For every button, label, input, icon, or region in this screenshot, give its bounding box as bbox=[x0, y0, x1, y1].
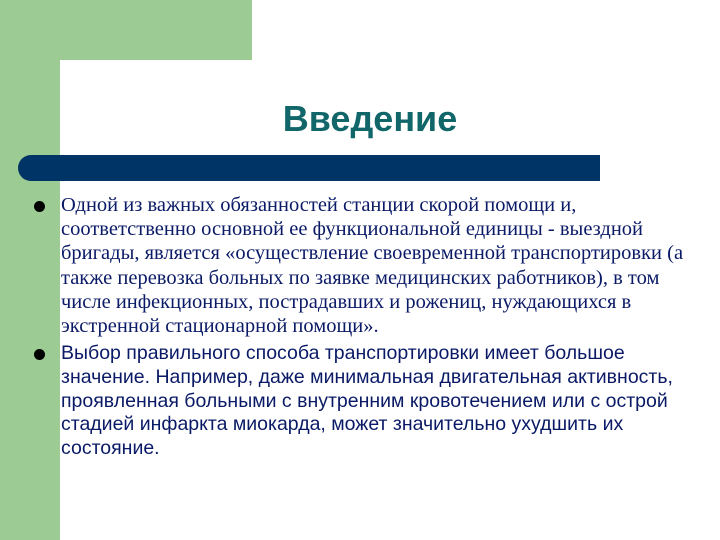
bullet-text: Выбор правильного способа транспортировки имеет большое значение. Например, даже минимальная двигательная активность, проявленная больными с внутренним кровотечением или с острой стадией инфаркта миокарда, может значительно ухудшить их состояние. bbox=[61, 342, 673, 460]
title-divider-bar bbox=[18, 155, 600, 181]
bullet-list bbox=[0, 193, 720, 461]
bullet-text: Одной из важных обязанностей станции скорой помощи и, соответственно основной ее функциональной единицы - выездной бригады, является «осуществление своевременной транспортировки (а также перевозка больных по заявке медицинских работников), в том числе инфекционных, пострадавших и рожениц, нуждающихся в экстренной стационарной помощи». bbox=[61, 194, 684, 338]
bullet-dot-icon bbox=[34, 349, 45, 360]
top-accent-block bbox=[0, 0, 252, 60]
slide-title: Введение bbox=[282, 98, 458, 139]
bullet-item-1 bbox=[0, 193, 720, 338]
bullet-dot-icon bbox=[34, 201, 45, 212]
bullet-item-2 bbox=[0, 342, 720, 461]
